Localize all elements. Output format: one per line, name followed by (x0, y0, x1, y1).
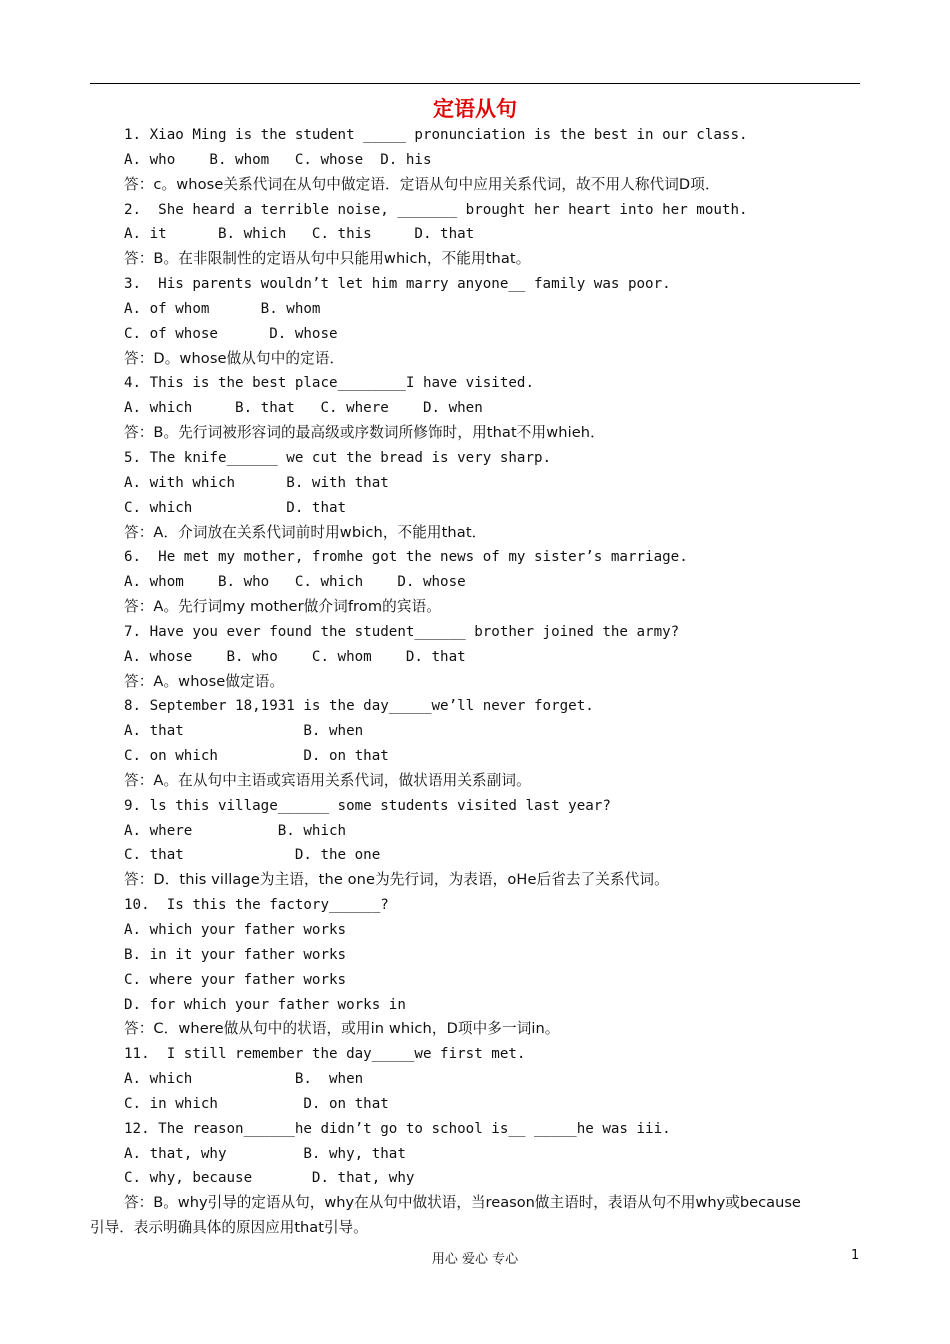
question-line: 12. The reason______he didn’t go to school is__ _____he was iii. (124, 1120, 671, 1137)
options-line: A. it B. which C. this D. that (124, 226, 475, 243)
document-title: 定语从句 (433, 97, 517, 121)
question-line: 10. Is this the factory______? (124, 897, 389, 914)
question-line: 7. Have you ever found the student______ brother joined the army? (124, 623, 680, 640)
options-line: A. who B. whom C. whose D. his (124, 151, 432, 168)
question-line: 8. September 18,1931 is the day_____we’ll never forget. (124, 698, 594, 715)
answer-line: 答：A．介词放在关系代词前时用wbich，不能用that． (124, 523, 487, 541)
options-line: A. where B. which (124, 822, 347, 839)
question-line: 11. I still remember the day_____we first met. (124, 1046, 526, 1063)
options-line: A. of whom B. whom (124, 300, 321, 317)
answer-line: 答：A。whose做定语。 (124, 672, 285, 690)
options-line: A. that, why B. why, that (124, 1145, 406, 1162)
answer-line: 答：D。whose做从句中的定语． (124, 349, 345, 367)
answer-line: 答：B。先行词被形容词的最高级或序数词所修饰时，用that不用whieh． (124, 424, 605, 442)
header-rule (90, 83, 860, 84)
options-line: A. whose B. who C. whom D. that (124, 648, 466, 665)
options-line: A. with which B. with that (124, 474, 389, 491)
question-line: 3. His parents wouldn’t let him marry anyone__ family was poor. (124, 276, 671, 293)
answer-line: 答：c。whose关系代词在从句中做定语．定语从句中应用关系代词，故不用人称代词D项． (124, 175, 720, 193)
answer-line: 引导．表示明确具体的原因应用that引导。 (90, 1219, 368, 1237)
options-line: C. that D. the one (124, 847, 381, 864)
question-list (0, 123, 950, 1241)
question-line: 9. ls this village______ some students visited last year? (124, 797, 611, 814)
answer-line: 答：C．where做从句中的状语，或用in which，D项中多一词in。 (124, 1020, 560, 1038)
question-line: 2. She heard a terrible noise, _______ brought her heart into her mouth. (124, 201, 748, 218)
options-line: A. whom B. who C. which D. whose (124, 574, 466, 591)
options-line: C. which D. that (124, 499, 347, 516)
options-line: A. which B. when (124, 1071, 364, 1088)
options-line: C. of whose D. whose (124, 325, 338, 342)
options-line: C. where your father works (124, 971, 347, 988)
question-line: 1. Xiao Ming is the student _____ pronunciation is the best in our class. (124, 127, 748, 143)
answer-line: 答：B。在非限制性的定语从句中只能用which，不能用that。 (124, 250, 531, 268)
options-line: A. which B. that C. where D. when (124, 400, 483, 417)
question-line: 5. The knife______ we cut the bread is very sharp. (124, 449, 552, 466)
page-footer: 用心 爱心 专心 (431, 1252, 519, 1267)
question-line: 4. This is the best place________I have visited. (124, 375, 534, 392)
options-line: C. on which D. on that (124, 748, 389, 765)
options-line: C. why, because D. that, why (124, 1170, 415, 1187)
options-line: D. for which your father works in (124, 996, 406, 1013)
answer-line: 答：A。在从句中主语或宾语用关系代词，做状语用关系副词。 (124, 771, 531, 789)
options-line: B. in it your father works (124, 946, 347, 963)
answer-line: 答：D．this village为主语，the one为先行词，为表语，oHe后省去了关系代词。 (124, 871, 669, 889)
options-line: A. which your father works (124, 922, 347, 938)
question-line: 6. He met my mother, fromhe got the news of my sister’s marriage. (124, 549, 688, 566)
answer-line: 答：B。why引导的定语从句，why在从句中做状语，当reason做主语时，表语从句不用why或because (124, 1194, 801, 1212)
page-number: 1 (851, 1248, 860, 1263)
options-line: C. in which D. on that (124, 1095, 389, 1112)
options-line: A. that B. when (124, 723, 364, 740)
answer-line: 答：A。先行词my mother做介词from的宾语。 (124, 598, 441, 616)
